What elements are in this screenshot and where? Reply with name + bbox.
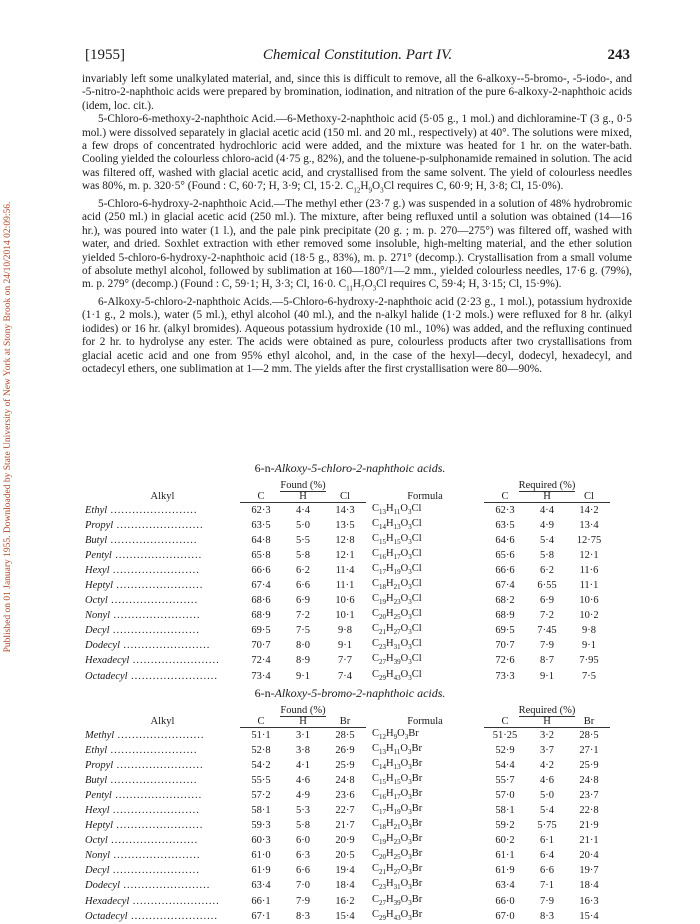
formula-cell: $C_{15}H_{15}O_3Cl$	[372, 532, 422, 546]
required-value: 3·2	[540, 729, 554, 741]
found-value: 58·1	[251, 805, 271, 817]
required-value: 6·4	[540, 850, 554, 862]
formula-cell: $C_{21}H_{27}O_3Br$	[372, 863, 423, 877]
required-value: 52·9	[495, 744, 515, 756]
formula-cell: $C_{16}H_{17}O_3Cl$	[372, 547, 422, 561]
required-value: 9·8	[582, 625, 596, 637]
alkyl-cell: Decyl ........................	[85, 625, 201, 637]
required-value: 7·2	[540, 610, 554, 622]
column-header: Alkyl	[150, 491, 175, 503]
found-value: 68·9	[251, 610, 271, 622]
found-value: 4·6	[296, 774, 310, 786]
required-value: 51·25	[492, 729, 518, 741]
found-value: 8·0	[296, 640, 310, 652]
alkyl-cell: Dodecyl ........................	[85, 640, 211, 652]
found-value: 67·1	[251, 910, 271, 922]
found-value: 12·1	[335, 549, 355, 561]
required-value: 55·7	[495, 774, 515, 786]
formula-cell: $C_{14}H_{13}O_3Br$	[372, 757, 423, 771]
found-value: 21·7	[335, 820, 355, 832]
required-value: 6·6	[540, 865, 554, 877]
required-value: 11·6	[579, 564, 599, 576]
alkyl-cell: Propyl ........................	[85, 759, 204, 771]
alkyl-cell: Ethyl ........................	[85, 744, 198, 756]
formula-cell: $C_{18}H_{21}O_3Cl$	[372, 577, 422, 592]
found-value: 6·0	[296, 835, 310, 847]
table-row	[85, 503, 610, 518]
required-value: 18·4	[579, 880, 599, 892]
found-value: 26·9	[335, 744, 355, 756]
column-header: Br	[568, 716, 610, 728]
found-value: 5·8	[296, 820, 310, 832]
paragraph: 5-Chloro-6-hydroxy-2-naphthoic Acid.—The methyl ether (23·7 g.) was suspended in a solution of 48% hydrobromic acid (250 ml.) in glacial acetic acid (250 ml.). The mixture, after being refluxed until a solution was obtained (14—16 hr.), was poured into water (1 l.), and the pale pink precipitate (20 g. ; m. p. 270—275°) was filtered off, washed with water, and dried. Soxhlet extraction with ether removed some insoluble, high-melting material, and the ether solution yielded 5-chloro-6-hydroxy-2-naphthoic acid (18·5 g., 83%), m. p. 271° (decomp.). Crystallisation from a small volume of absolute methyl alcohol, followed by sublimation at 160—180°/1—2 mm., yielded colourless needles, 17·6 g. (79%), m. p. 279° (decomp.) (Found : C, 59·1; H, 3·3; Cl, 16·0. $C_{11}H_7O_3Cl$ requires C, 59·4; H, 3·15; Cl, 15·9%).	[82, 197, 632, 293]
formula-cell: $C_{17}H_{19}O_3Cl$	[372, 562, 422, 576]
required-header: Required (%)	[518, 480, 576, 491]
found-value: 23·6	[335, 789, 355, 801]
found-value: 69·5	[251, 625, 271, 637]
required-value: 5·0	[540, 789, 554, 801]
paragraph: 6-Alkoxy-5-chloro-2-naphthoic Acids.—5-Chloro-6-hydroxy-2-naphthoic acid (2·23 g., 1 mol.), potassium hydroxide (1·1 g., 2 mols.), water (5 ml.), ethyl alcohol (40 ml.), and the n-alkyl halide (1·2 mols.) were refluxed for 8 hr. (alkyl iodides) or 16 hr. (alkyl bromides). Aqueous potassium hydroxide (10 ml., 10%) was added, and the refluxing continued for 2 hr. to hydrolyse any ester. The acids were obtained as pure, colourless products after two crystallisations from glacial acetic acid and one from 95% ethyl alcohol, and, in the case of the hexyl—decyl, dodecyl, hexadecyl, and octadecyl ethers, one sublimation at 1—2 mm. The yields after the first crystallisation were 80—90%.	[82, 296, 632, 376]
required-value: 66·6	[495, 564, 515, 576]
required-value: 21·9	[579, 820, 599, 832]
table-row	[85, 833, 610, 848]
required-value: 5·4	[540, 805, 554, 817]
found-value: 12·8	[335, 534, 355, 546]
found-value: 5·8	[296, 549, 310, 561]
required-value: 60·2	[495, 835, 515, 847]
table-row	[85, 653, 610, 668]
column-header: H	[526, 491, 568, 503]
found-value: 7·4	[338, 670, 352, 682]
required-header: Required (%)	[518, 705, 576, 716]
alkyl-cell: Dodecyl ........................	[85, 880, 211, 892]
required-value: 4·6	[540, 774, 554, 786]
formula-cell: $C_{13}H_{11}O_3Cl$	[372, 502, 422, 516]
found-value: 9·8	[338, 625, 352, 637]
formula-cell: $C_{20}H_{25}O_3Cl$	[372, 608, 422, 622]
required-value: 7·95	[579, 655, 599, 667]
table-row	[85, 803, 610, 818]
alkyl-cell: Hexyl ........................	[85, 564, 201, 576]
alkyl-cell: Heptyl ........................	[85, 820, 204, 832]
column-header: Alkyl	[150, 716, 175, 728]
alkyl-cell: Propyl ........................	[85, 519, 204, 531]
found-value: 6·2	[296, 564, 310, 576]
required-value: 7·45	[537, 625, 557, 637]
found-value: 15·4	[335, 910, 355, 922]
found-value: 62·3	[251, 504, 271, 516]
required-value: 67·0	[495, 910, 515, 922]
found-value: 5·5	[296, 534, 310, 546]
required-value: 10·6	[579, 595, 599, 607]
found-value: 6·6	[296, 580, 310, 592]
found-value: 70·7	[251, 640, 271, 652]
required-value: 6·1	[540, 835, 554, 847]
alkyl-cell: Nonyl ........................	[85, 610, 201, 622]
column-header: C	[240, 491, 282, 503]
required-value: 23·7	[579, 789, 599, 801]
table-row	[85, 788, 610, 803]
alkyl-cell: Butyl ........................	[85, 534, 198, 546]
running-header	[85, 47, 630, 67]
required-value: 61·1	[495, 850, 515, 862]
found-value: 5·0	[296, 519, 310, 531]
found-value: 13·5	[335, 519, 355, 531]
found-value: 61·9	[251, 865, 271, 877]
required-value: 14·2	[579, 504, 599, 516]
required-value: 5·75	[537, 820, 557, 832]
required-value: 4·4	[540, 504, 554, 516]
found-value: 72·4	[251, 655, 271, 667]
found-value: 7·9	[296, 895, 310, 907]
found-value: 7·2	[296, 610, 310, 622]
required-value: 19·7	[579, 865, 599, 877]
required-value: 58·1	[495, 805, 515, 817]
column-header: Br	[324, 716, 366, 728]
required-value: 7·9	[540, 640, 554, 652]
required-value: 21·1	[579, 835, 599, 847]
required-value: 27·1	[579, 744, 599, 756]
formula-cell: $C_{23}H_{31}O_3Br$	[372, 878, 423, 892]
table-row	[85, 863, 610, 878]
table-row	[85, 638, 610, 653]
required-value: 62·3	[495, 504, 515, 516]
found-value: 63·4	[251, 880, 271, 892]
paragraph: 5-Chloro-6-methoxy-2-naphthoic Acid.—6-Methoxy-2-naphthoic acid (5·05 g., 1 mol.) and dichloramine-T (3 g., 0·5 mol.) were dissolved separately in glacial acetic acid (150 ml. and 20 ml., respectively) at 40°. The solutions were mixed, a few drops of concentrated hydrochloric acid were added, and the mixture was heated for 1 hr. on the water-bath. Cooling yielded the colourless chloro-acid (4·75 g., 82%), and the toluene-p-sulphonamide remained in solution. The acid was filtered off, washed with glacial acetic acid, and crystallised from the same solvent. The yield of colourless needles was 80%, m. p. 320·5° (Found : C, 60·7; H, 3·9; Cl, 15·2. $C_{12}H_9O_3Cl$ requires C, 60·9; H, 3·8; Cl, 15·0%).	[82, 113, 632, 195]
formula-cell: $C_{19}H_{23}O_3Cl$	[372, 593, 422, 607]
required-value: 64·6	[495, 534, 515, 546]
formula-cell: $C_{16}H_{17}O_3Br$	[372, 787, 423, 801]
required-value: 3·7	[540, 744, 554, 756]
found-value: 28·5	[335, 729, 355, 741]
column-header: Cl	[324, 491, 366, 503]
required-value: 7·5	[582, 670, 596, 682]
required-value: 73·3	[495, 670, 515, 682]
required-value: 25·9	[579, 759, 599, 771]
alkyl-cell: Heptyl ........................	[85, 580, 204, 592]
found-value: 8·9	[296, 655, 310, 667]
table-row	[85, 728, 610, 743]
formula-cell: $C_{20}H_{25}O_3Br$	[372, 848, 423, 862]
table-row	[85, 758, 610, 773]
required-value: 13·4	[579, 519, 599, 531]
formula-cell: $C_{15}H_{15}O_3Br$	[372, 772, 423, 786]
column-header: C	[240, 716, 282, 728]
required-value: 72·6	[495, 655, 515, 667]
chloro-acids-table	[85, 480, 610, 684]
formula-cell: $C_{27}H_{39}O_3Cl$	[372, 653, 422, 667]
found-value: 55·5	[251, 774, 271, 786]
body-text	[82, 73, 632, 376]
found-value: 66·6	[251, 564, 271, 576]
found-value: 19·4	[335, 865, 355, 877]
found-value: 3·1	[296, 729, 310, 741]
column-header: H	[282, 491, 324, 503]
alkyl-cell: Pentyl ........................	[85, 549, 203, 561]
table-row	[85, 608, 610, 623]
required-value: 6·2	[540, 564, 554, 576]
column-header: Cl	[568, 491, 610, 503]
alkyl-cell: Octyl ........................	[85, 835, 199, 847]
required-value: 6·9	[540, 595, 554, 607]
found-value: 68·6	[251, 595, 271, 607]
alkyl-cell: Methyl ........................	[85, 729, 205, 741]
running-title: Chemical Constitution. Part IV.	[262, 47, 453, 63]
page-number: 243	[607, 47, 630, 63]
found-value: 20·9	[335, 835, 355, 847]
formula-cell: $C_{19}H_{23}O_3Br$	[372, 833, 423, 847]
required-value: 24·8	[579, 774, 599, 786]
found-value: 18·4	[335, 880, 355, 892]
found-value: 7·7	[338, 655, 352, 667]
required-value: 10·2	[579, 610, 599, 622]
table-row	[85, 518, 610, 533]
found-value: 66·1	[251, 895, 271, 907]
found-value: 20·5	[335, 850, 355, 862]
bromo-acids-table	[85, 705, 610, 924]
column-header: C	[484, 716, 526, 728]
required-value: 28·5	[579, 729, 599, 741]
required-value: 70·7	[495, 640, 515, 652]
required-value: 69·5	[495, 625, 515, 637]
alkyl-cell: Octadecyl ........................	[85, 670, 219, 682]
required-value: 68·9	[495, 610, 515, 622]
found-value: 54·2	[251, 759, 271, 771]
alkyl-cell: Nonyl ........................	[85, 850, 201, 862]
required-value: 11·1	[579, 580, 599, 592]
found-value: 11·1	[335, 580, 355, 592]
required-value: 12·75	[576, 534, 602, 546]
required-value: 68·2	[495, 595, 515, 607]
table-title: 6-n-Alkoxy-5-bromo-2-naphthoic acids.	[254, 686, 446, 700]
found-header: Found (%)	[280, 705, 326, 716]
column-header: C	[484, 491, 526, 503]
found-value: 7·5	[296, 625, 310, 637]
required-value: 57·0	[495, 789, 515, 801]
table-row	[85, 593, 610, 608]
formula-cell: $C_{23}H_{31}O_3Cl$	[372, 638, 422, 652]
required-value: 63·4	[495, 880, 515, 892]
found-value: 6·3	[296, 850, 310, 862]
found-value: 10·6	[335, 595, 355, 607]
required-value: 5·4	[540, 534, 554, 546]
alkyl-cell: Ethyl ........................	[85, 504, 198, 516]
found-value: 67·4	[251, 580, 271, 592]
required-value: 66·0	[495, 895, 515, 907]
table-title: 6-n-Alkoxy-5-chloro-2-naphthoic acids.	[254, 461, 446, 475]
required-value: 16·3	[579, 895, 599, 907]
table-row	[85, 909, 610, 924]
table-row	[85, 533, 610, 548]
table-row	[85, 563, 610, 578]
table-row	[85, 548, 610, 563]
alkyl-cell: Butyl ........................	[85, 774, 198, 786]
column-header: H	[526, 716, 568, 728]
table-row	[85, 773, 610, 788]
found-value: 3·8	[296, 744, 310, 756]
found-value: 60·3	[251, 835, 271, 847]
table-row	[85, 818, 610, 833]
formula-cell: $C_{29}H_{43}O_3Cl$	[372, 668, 422, 682]
required-value: 7·1	[540, 880, 554, 892]
required-value: 15·4	[579, 910, 599, 922]
formula-cell: $C_{12}H_9O_3Br$	[372, 727, 419, 741]
found-value: 14·3	[335, 504, 355, 516]
alkyl-cell: Hexadecyl ........................	[85, 895, 220, 907]
found-value: 22·7	[335, 805, 355, 817]
found-value: 8·3	[296, 910, 310, 922]
found-value: 7·0	[296, 880, 310, 892]
required-value: 59·2	[495, 820, 515, 832]
required-value: 22·8	[579, 805, 599, 817]
required-value: 54·4	[495, 759, 515, 771]
required-value: 63·5	[495, 519, 515, 531]
found-value: 4·4	[296, 504, 310, 516]
table-row	[85, 878, 610, 893]
found-header: Found (%)	[280, 480, 326, 491]
required-value: 4·2	[540, 759, 554, 771]
formula-cell: $C_{21}H_{27}O_3Cl$	[372, 623, 422, 637]
found-value: 16·2	[335, 895, 355, 907]
formula-cell: $C_{17}H_{19}O_3Br$	[372, 802, 423, 817]
found-value: 63·5	[251, 519, 271, 531]
formula-cell: $C_{13}H_{11}O_3Br$	[372, 742, 422, 756]
table-row	[85, 669, 610, 684]
found-value: 9·1	[338, 640, 352, 652]
paragraph: invariably left some unalkylated material, and, since this is difficult to remove, all the 6-alkoxy--5-bromo-, -5-iodo-, and -5-nitro-2-naphthoic acids were prepared by bromination, iodination, and nitration of the pure 6-alkoxy-2-naphthoic acids (idem, loc. cit.).	[82, 73, 632, 112]
required-value: 4·9	[540, 519, 554, 531]
found-value: 73·4	[251, 670, 271, 682]
found-value: 65·8	[251, 549, 271, 561]
found-value: 24·8	[335, 774, 355, 786]
found-value: 52·8	[251, 744, 271, 756]
column-header: Formula	[407, 491, 443, 503]
required-value: 8·7	[540, 655, 554, 667]
column-header: Formula	[407, 716, 443, 728]
found-value: 4·1	[296, 759, 310, 771]
required-value: 67·4	[495, 580, 515, 592]
found-value: 61·0	[251, 850, 271, 862]
table-row	[85, 894, 610, 909]
required-value: 5·8	[540, 549, 554, 561]
alkyl-cell: Octyl ........................	[85, 595, 199, 607]
table-row	[85, 578, 610, 593]
table-row	[85, 623, 610, 638]
found-value: 9·1	[296, 670, 310, 682]
alkyl-cell: Decyl ........................	[85, 865, 201, 877]
required-value: 9·1	[540, 670, 554, 682]
found-value: 5·3	[296, 805, 310, 817]
found-value: 51·1	[251, 729, 271, 741]
alkyl-cell: Hexadecyl ........................	[85, 655, 220, 667]
required-value: 9·1	[582, 640, 596, 652]
column-header: H	[282, 716, 324, 728]
found-value: 25·9	[335, 759, 355, 771]
year: [1955]	[85, 47, 125, 63]
required-value: 6·55	[537, 580, 557, 592]
formula-cell: $C_{18}H_{21}O_3Br$	[372, 818, 423, 832]
required-value: 65·6	[495, 549, 515, 561]
required-value: 8·3	[540, 910, 554, 922]
table-row	[85, 743, 610, 758]
alkyl-cell: Hexyl ........................	[85, 805, 201, 817]
found-value: 64·8	[251, 534, 271, 546]
required-value: 61·9	[495, 865, 515, 877]
alkyl-cell: Pentyl ........................	[85, 789, 203, 801]
found-value: 11·4	[335, 564, 355, 576]
found-value: 57·2	[251, 789, 271, 801]
required-value: 20·4	[579, 850, 599, 862]
found-value: 59·3	[251, 820, 271, 832]
found-value: 10·1	[335, 610, 355, 622]
formula-cell: $C_{29}H_{43}O_3Br$	[372, 908, 423, 922]
required-value: 12·1	[579, 549, 599, 561]
download-watermark: Published on 01 January 1955. Downloaded by State University of New York at Stony Brook on 24/10/2014 02:09:56.	[3, 201, 13, 653]
formula-cell: $C_{27}H_{39}O_3Br$	[372, 893, 423, 907]
table-row	[85, 848, 610, 863]
alkyl-cell: Octadecyl ........................	[85, 910, 219, 922]
found-value: 6·9	[296, 595, 310, 607]
found-value: 4·9	[296, 789, 310, 801]
formula-cell: $C_{14}H_{13}O_3Cl$	[372, 517, 422, 531]
found-value: 6·6	[296, 865, 310, 877]
required-value: 7·9	[540, 895, 554, 907]
